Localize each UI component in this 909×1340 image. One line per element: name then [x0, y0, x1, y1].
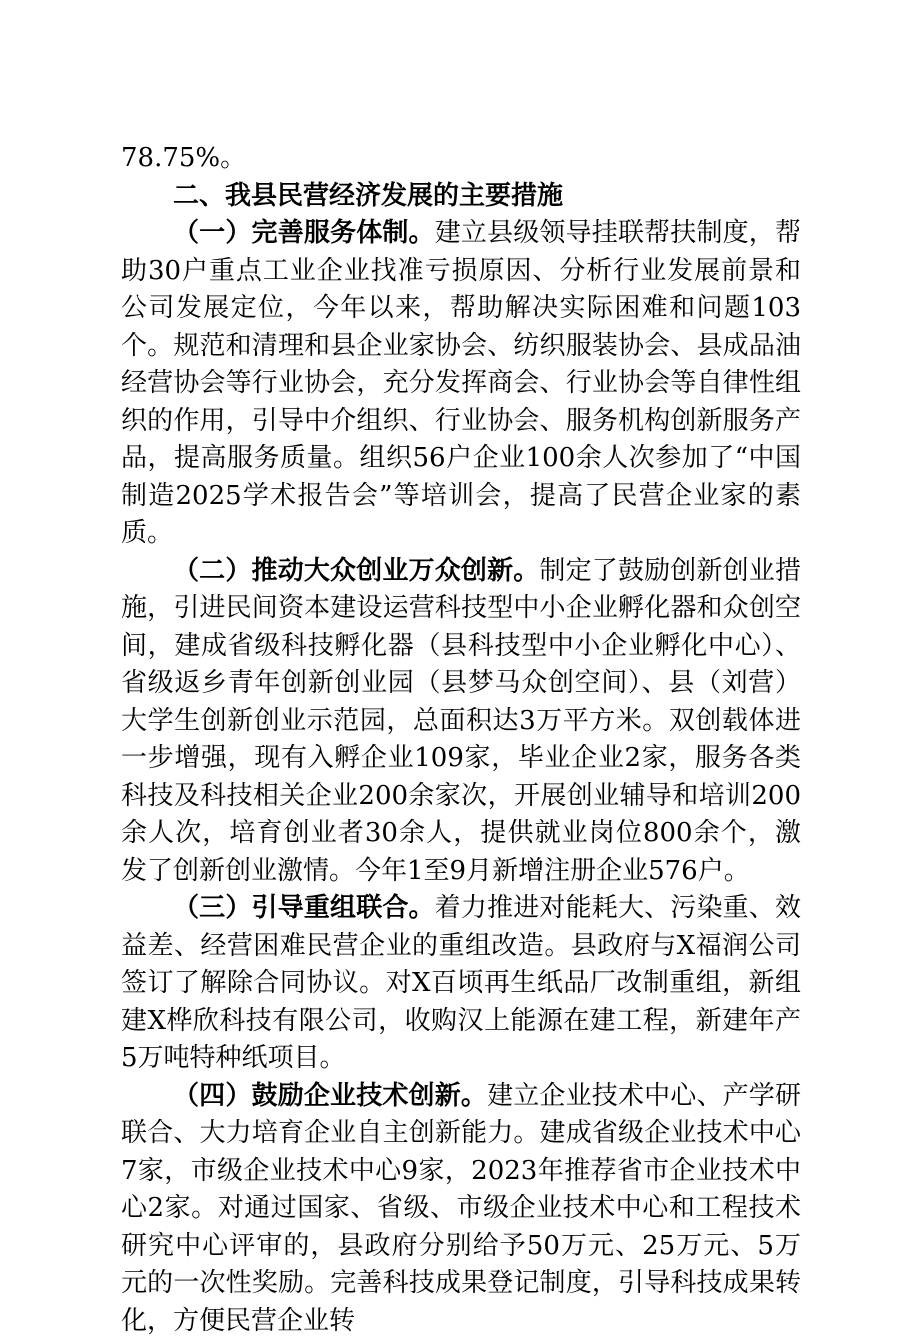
paragraph-3: [121, 890, 801, 1078]
paragraph-4-body: 建立企业技术中心、产学研联合、大力培育企业自主创新能力。建成省级企业技术中心7家，市级企业技术中心9家，2023年推荐省市企业技术中心2家。对通过国家、省级、市级企业技术中心和工程技术研究中心评审的，县政府分别给予50万元、25万元、5万元的一次性奖励。完善科技成果登记制度，引导科技成果转化，方便民营企业转: [121, 1081, 801, 1336]
paragraph-2: [121, 553, 801, 891]
section-heading: 二、我县民营经济发展的主要措施: [121, 178, 801, 216]
paragraph-4: [121, 1078, 801, 1340]
paragraph-1-title: （一）完善服务体制。: [173, 218, 435, 248]
paragraph-3-title: （三）引导重组联合。: [173, 893, 435, 923]
paragraph-4-title: （四）鼓励企业技术创新。: [173, 1081, 487, 1111]
continuation-line: 78.75%。: [121, 140, 801, 178]
paragraph-2-body: 制定了鼓励创新创业措施，引进民间资本建设运营科技型中小企业孵化器和众创空间，建成省级科技孵化器（县科技型中小企业孵化中心）、省级返乡青年创新创业园（县梦马众创空间）、县（刘营）大学生创新创业示范园，总面积达3万平方米。双创载体进一步增强，现有入孵企业109家，毕业企业2家，服务各类科技及科技相关企业200余家次，开展创业辅导和培训200余人次，培育创业者30余人，提供就业岗位800余个，激发了创新创业激情。今年1至9月新增注册企业576户。: [121, 556, 801, 886]
paragraph-2-title: （二）推动大众创业万众创新。: [173, 556, 539, 586]
paragraph-1-body: 建立县级领导挂联帮扶制度，帮助30户重点工业企业找准亏损原因、分析行业发展前景和公司发展定位，今年以来，帮助解决实际困难和问题103个。规范和清理和县企业家协会、纺织服装协会、县成品油经营协会等行业协会，充分发挥商会、行业协会等自律性组织的作用，引导中介组织、行业协会、服务机构创新服务产品，提高服务质量。组织56户企业100余人次参加了“中国制造2025学术报告会”等培训会，提高了民营企业家的素质。: [121, 218, 801, 548]
paragraph-1: [121, 215, 801, 553]
paragraph-3-body: 着力推进对能耗大、污染重、效益差、经营困难民营企业的重组改造。县政府与X福润公司签订了解除合同协议。对X百顷再生纸品厂改制重组，新组建X桦欣科技有限公司，收购汉上能源在建工程，新建年产5万吨特种纸项目。: [121, 893, 801, 1073]
document-body: [121, 140, 801, 1340]
